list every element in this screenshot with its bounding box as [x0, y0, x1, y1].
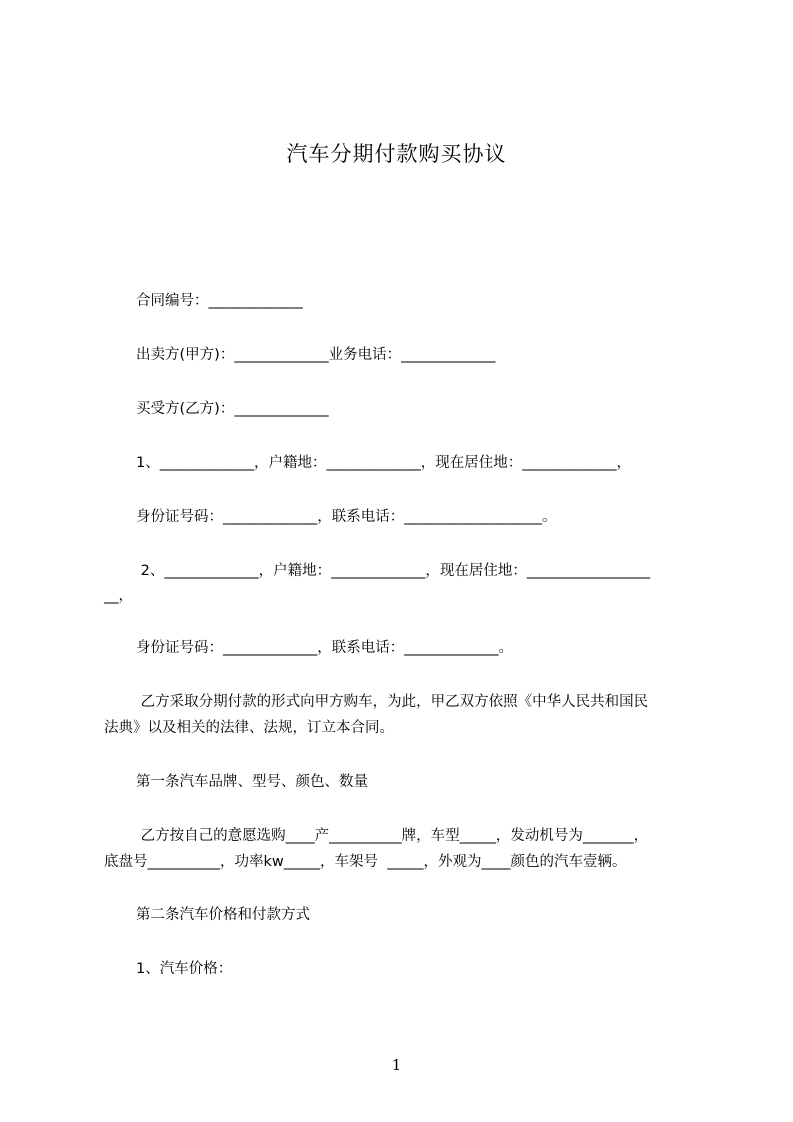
- contract-number-line: 合同编号：_____________: [136, 293, 303, 309]
- price-line: 1、汽车价格：: [136, 961, 233, 977]
- person1-line: 1、_____________，户籍地：_____________，现在居住地：_____________，: [136, 455, 631, 471]
- person1-id-line: 身份证号码：_____________，联系电话：___________________。: [136, 509, 557, 525]
- preamble-line: 乙方采取分期付款的形式向甲方购车，为此，甲乙双方依照《中华人民共和国民: [136, 694, 649, 710]
- article1-line: 乙方按自己的意愿选购____产__________牌，车型_____，发动机号为_______，: [136, 828, 649, 844]
- preamble-line-continued: 法典》以及相关的法律、法规，订立本合同。: [104, 720, 394, 736]
- document-title: 汽车分期付款购买协议: [286, 142, 507, 166]
- person2-line: 2、_____________，户籍地：_____________，现在居住地：_________________: [136, 563, 651, 579]
- article1-heading: 第一条汽车品牌、型号、颜色、数量: [136, 774, 368, 790]
- person2-id-line: 身份证号码：_____________，联系电话：_____________。: [136, 640, 513, 656]
- page-number: 1: [391, 1056, 402, 1074]
- person2-line-continued: __，: [104, 588, 133, 604]
- buyer-line: 买受方(乙方)：_____________: [136, 401, 329, 417]
- article1-line-continued: 底盘号__________，功率kw_____，车架号 _____，外观为____颜色的汽车壹辆。: [104, 854, 627, 870]
- seller-line: 出卖方(甲方)：_____________业务电话：_____________: [136, 347, 496, 363]
- article2-heading: 第二条汽车价格和付款方式: [136, 907, 310, 923]
